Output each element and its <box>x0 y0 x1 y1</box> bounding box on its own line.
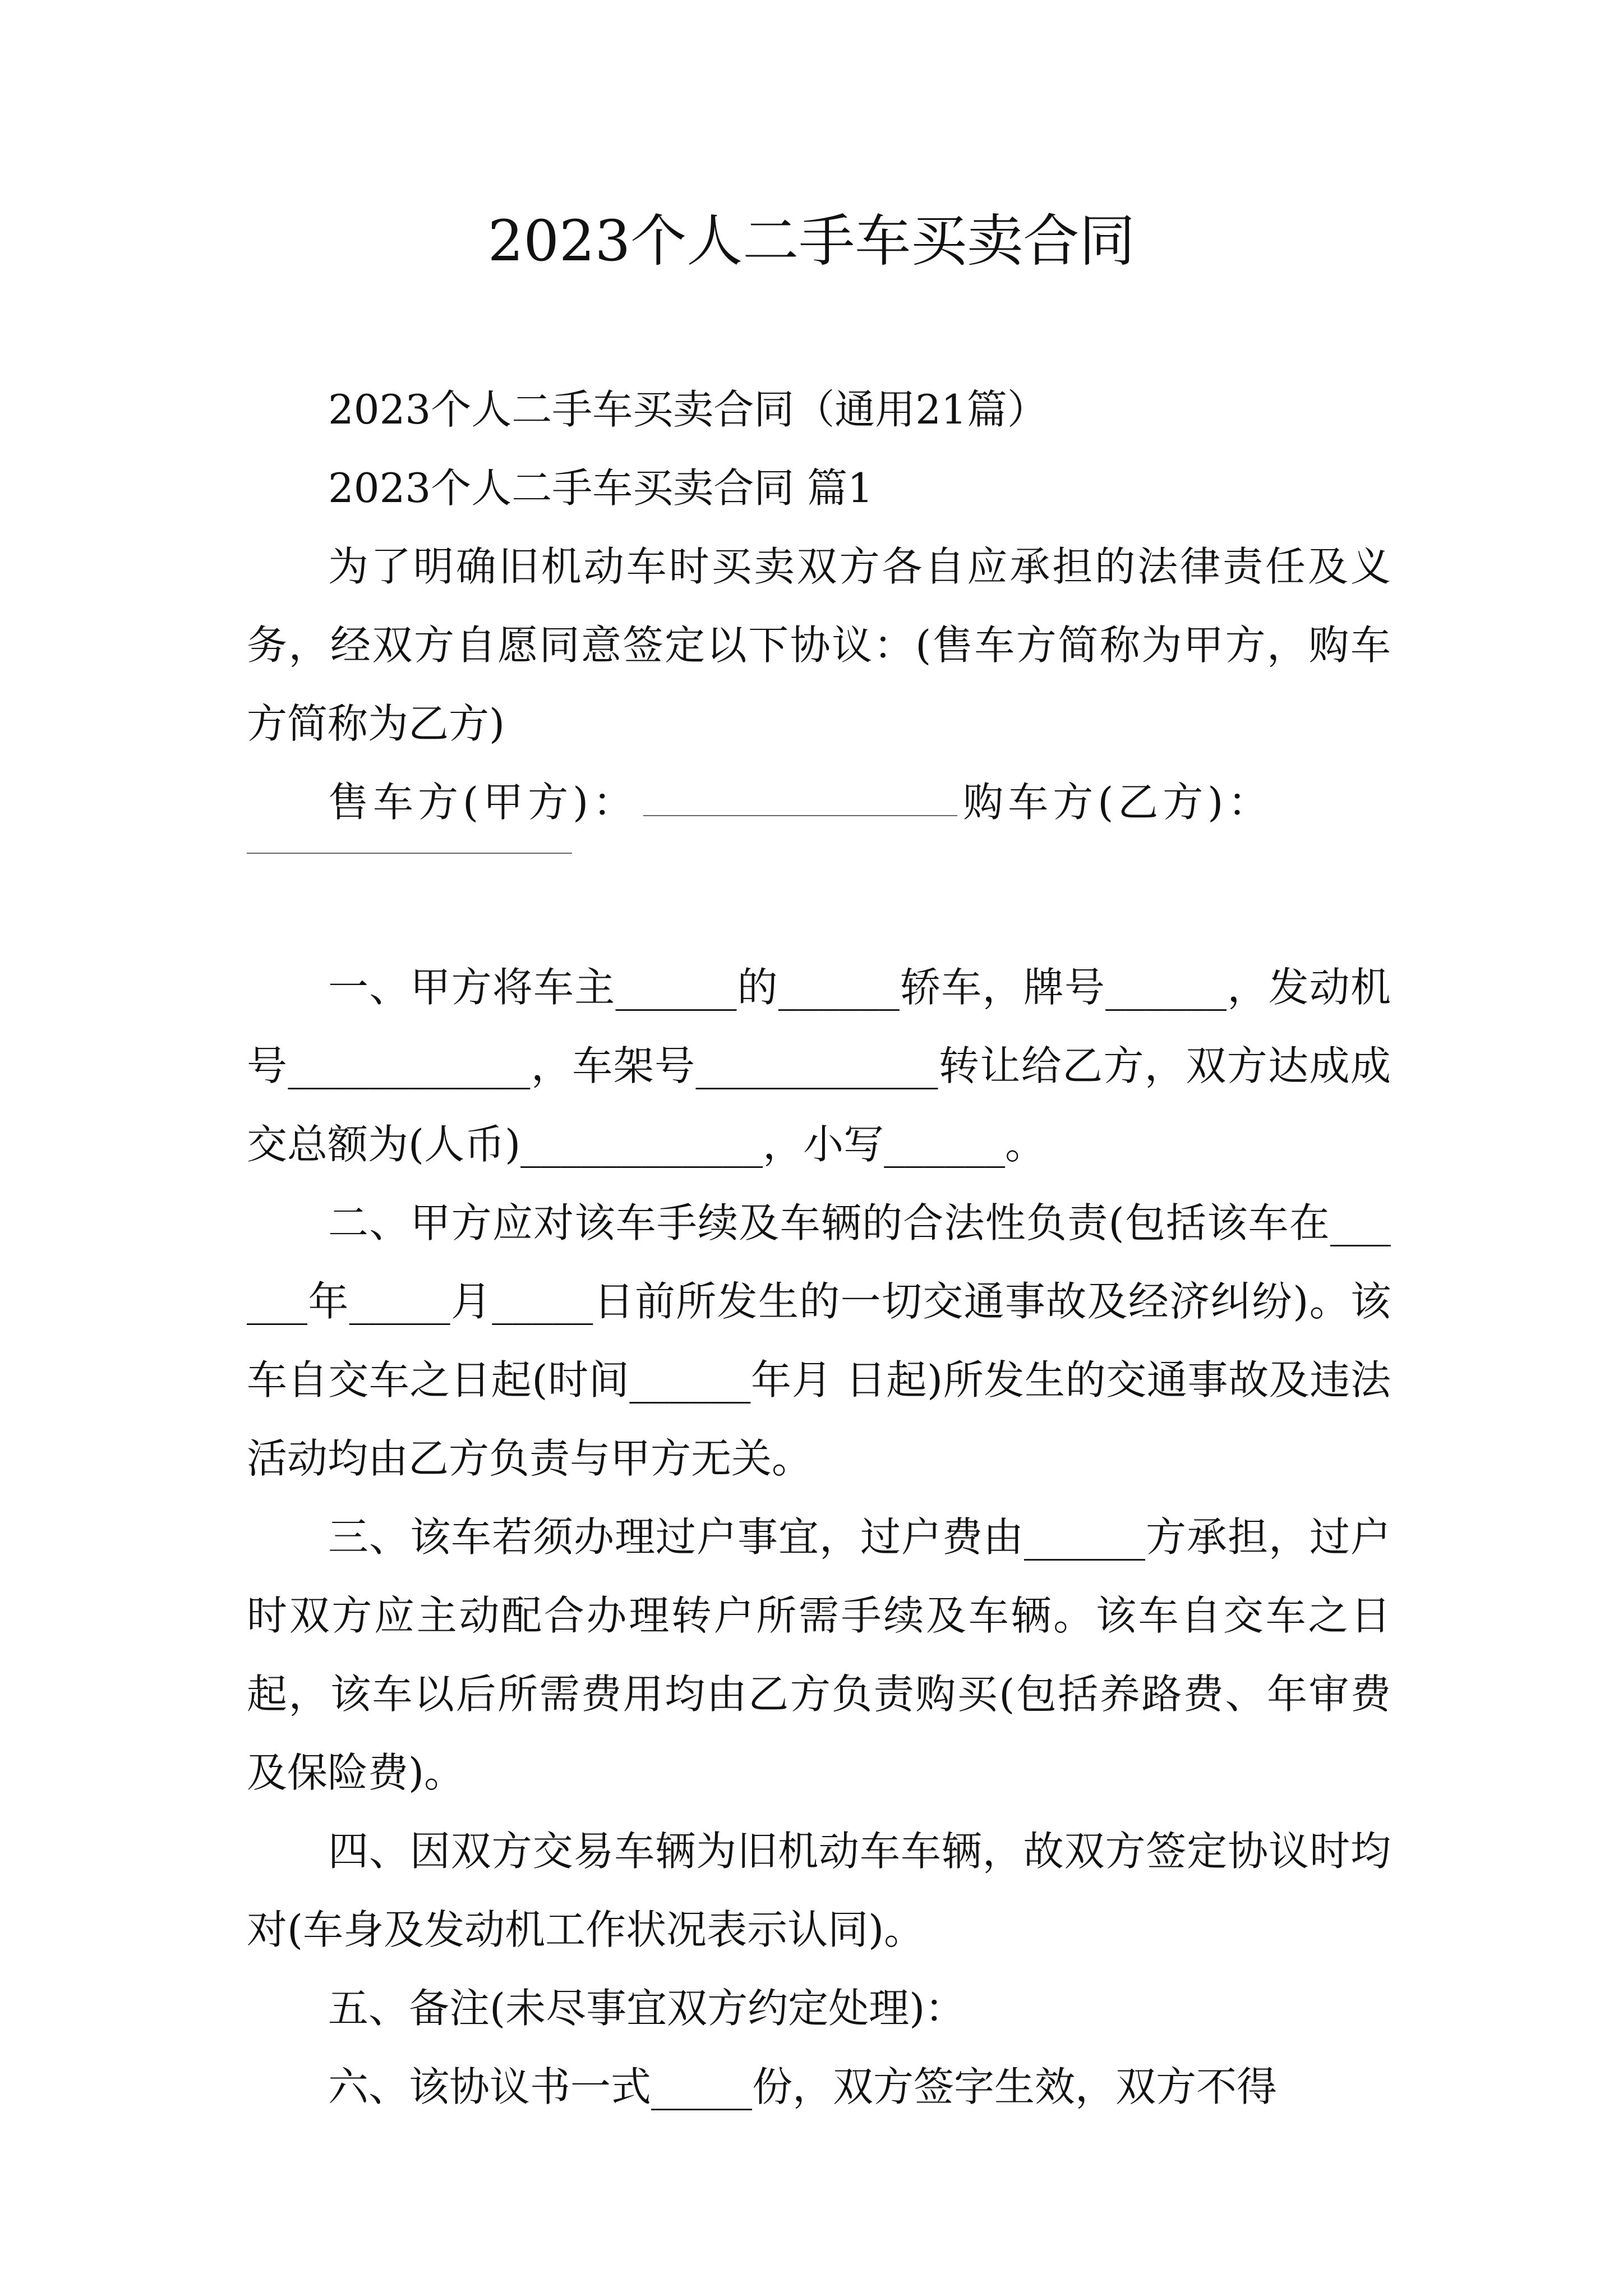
clause-paragraph: 三、该车若须办理过户事宜，过户费由______方承担，过户时双方应主动配合办理转户所需手续及车辆。该车自交车之日起，该车以后所需费用均由乙方负责购买(包括养路费、年审费及保险费)。 <box>247 1513 1391 1796</box>
clause-paragraph: 六、该协议书一式_____份，双方签字生效，双方不得 <box>328 2063 1278 2110</box>
buyer-label: 购车方(乙方)： <box>963 779 1273 826</box>
seller-label: 售车方(甲方)： <box>328 779 638 826</box>
clause-paragraph: 二、甲方应对该车手续及车辆的合法性负责(包括该车在______年_____月_____日前所发生的一切交通事故及经济纠纷)。该车自交车之日起(时间______年月 日起)所发生的交通事故及违法活动均由乙方负责与甲方无关。 <box>247 1199 1391 1482</box>
section-heading: 2023个人二手车买卖合同 篇1 <box>328 464 873 512</box>
clause-paragraph: 四、因双方交易车辆为旧机动车车辆，故双方签定协议时均对(车身及发动机工作状况表示认同)。 <box>247 1828 1391 1953</box>
document-body <box>247 370 1391 2126</box>
parties-line <box>247 763 1391 841</box>
buyer-blank-line <box>247 841 1391 920</box>
document-title: 2023个人二手车买卖合同 <box>487 208 1136 274</box>
document-subtitle: 2023个人二手车买卖合同（通用21篇） <box>328 386 1048 433</box>
clause-paragraph: 一、甲方将车主______的______轿车，牌号______，发动机号____________，车架号____________转让给乙方，双方达成成交总额为(人币)____________，小写______。 <box>247 964 1391 1168</box>
spacer <box>247 920 1391 948</box>
clause-paragraph: 五、备注(未尽事宜双方约定处理)： <box>328 1985 966 2032</box>
seller-blank <box>643 781 957 816</box>
buyer-blank <box>247 853 572 854</box>
intro-paragraph: 为了明确旧机动车时买卖双方各自应承担的法律责任及义务，经双方自愿同意签定以下协议：(售车方简称为甲方，购车方简称为乙方) <box>247 543 1391 747</box>
